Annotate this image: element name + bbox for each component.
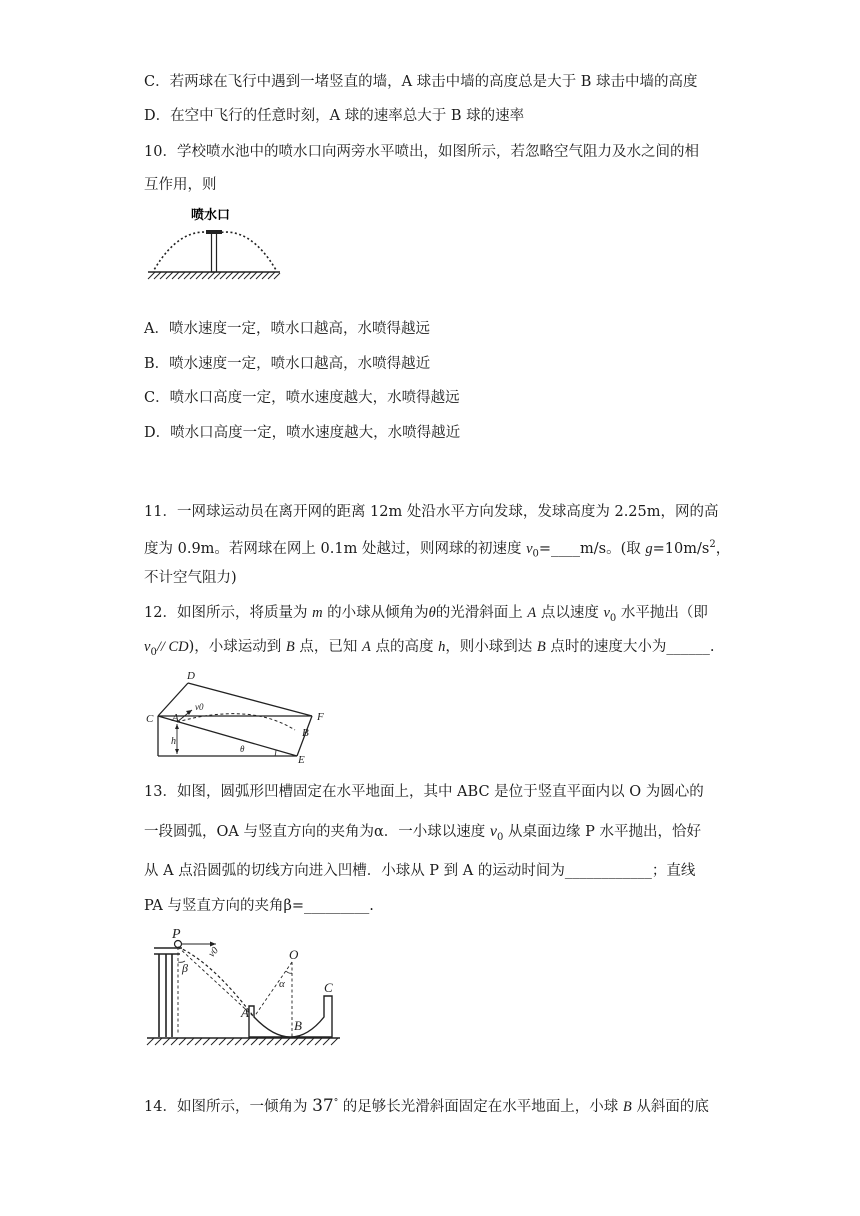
svg-text:B: B bbox=[302, 727, 309, 739]
svg-text:P: P bbox=[172, 927, 181, 942]
svg-text:D: D bbox=[187, 670, 195, 682]
incline-labels bbox=[146, 670, 324, 764]
svg-text:α: α bbox=[279, 978, 285, 990]
q10-option-b: B．喷水速度一定，喷水口越高，水喷得越近 bbox=[144, 356, 431, 372]
q13-line2: 一段圆弧，OA 与竖直方向的夹角为α．一小球以速度 $v_0$ 从桌面边缘 P 水平抛出，恰好 bbox=[144, 823, 701, 843]
svg-text:θ: θ bbox=[240, 744, 245, 754]
q10-stem-line2: 互作用，则 bbox=[144, 177, 217, 193]
q10-stem-line1: 10．学校喷水池中的喷水口向两旁水平喷出，如图所示，若忽略空气阻力及水之间的相 bbox=[144, 144, 699, 160]
q12-line1: 12．如图所示，将质量为 m 的小球从倾角为θ的光滑斜面上 A 点以速度 $v_0$ 水平抛出（即 bbox=[144, 605, 708, 624]
left-water-arc bbox=[154, 232, 213, 270]
q10-option-c: C．喷水口高度一定，喷水速度越大，水喷得越远 bbox=[144, 390, 460, 406]
q10-option-a: A．喷水速度一定，喷水口越高，水喷得越远 bbox=[144, 321, 430, 337]
incline-outline bbox=[158, 683, 312, 756]
bowl-figure bbox=[142, 922, 342, 1050]
q9-option-c: C．若两球在飞行中遇到一堵竖直的墙，A 球击中墙的高度总是大于 B 球击中墙的高度 bbox=[144, 74, 698, 90]
q13-line1: 13．如图，圆弧形凹槽固定在水平地面上，其中 ABC 是位于竖直平面内以 O 为圆心的 bbox=[144, 784, 704, 800]
q12-line2: $v_0//$ CD)，小球运动到 B 点，已知 A 点的高度 h，则小球到达 B 点时的速度大小为______. bbox=[144, 639, 715, 658]
fountain-label: 喷水口 bbox=[191, 208, 231, 223]
fountain-figure bbox=[140, 200, 300, 285]
svg-text:v0: v0 bbox=[195, 702, 204, 712]
bowl-labels bbox=[171, 927, 333, 1033]
q11-line1: 11．一网球运动员在离开网的距离 12m 处沿水平方向发球，发球高度为 2.25m，网的高 bbox=[144, 504, 719, 520]
q11-line3: 不计空气阻力) bbox=[144, 570, 237, 586]
svg-text:h: h bbox=[171, 736, 176, 747]
line-oa bbox=[254, 962, 292, 1017]
svg-text:B: B bbox=[294, 1018, 302, 1033]
bowl-groove bbox=[249, 996, 332, 1037]
ground-hatch bbox=[147, 1038, 338, 1045]
alpha-arc bbox=[286, 971, 292, 973]
theta-arc bbox=[275, 750, 276, 756]
right-water-arc bbox=[217, 232, 276, 270]
svg-text:C: C bbox=[324, 980, 333, 995]
q13-line3: 从 A 点沿圆弧的切线方向进入凹槽．小球从 P 到 A 的运动时间为____________；直线 bbox=[144, 863, 696, 879]
incline-figure bbox=[140, 664, 340, 764]
svg-text:O: O bbox=[289, 947, 299, 962]
svg-text:C: C bbox=[146, 713, 154, 725]
q11-line2: 度为 0.9m。若网球在网上 0.1m 处越过，则网球的初速度 $v_0=\_\_\_\_m/s$。(取 $g=10m/s^2$， bbox=[144, 539, 731, 560]
svg-text:β: β bbox=[182, 961, 188, 975]
q13-line4: PA 与竖直方向的夹角β=_________. bbox=[144, 898, 374, 914]
svg-text:A: A bbox=[172, 712, 179, 724]
fountain-nozzle bbox=[206, 230, 222, 234]
svg-text:A: A bbox=[241, 1005, 249, 1020]
q10-option-d: D．喷水口高度一定，喷水速度越大，水喷得越近 bbox=[144, 425, 461, 441]
ground-hatch bbox=[148, 272, 280, 279]
svg-text:v0: v0 bbox=[206, 945, 221, 960]
fountain-pipe bbox=[212, 232, 217, 272]
q14-line1: 14．如图所示，一倾角为 37° 的足够长光滑斜面固定在水平地面上，小球 B 从斜面的底 bbox=[144, 1095, 709, 1116]
svg-text:F: F bbox=[317, 711, 324, 723]
q9-option-d: D．在空中飞行的任意时刻，A 球的速率总大于 B 球的速率 bbox=[144, 108, 525, 124]
svg-text:E: E bbox=[298, 754, 305, 764]
